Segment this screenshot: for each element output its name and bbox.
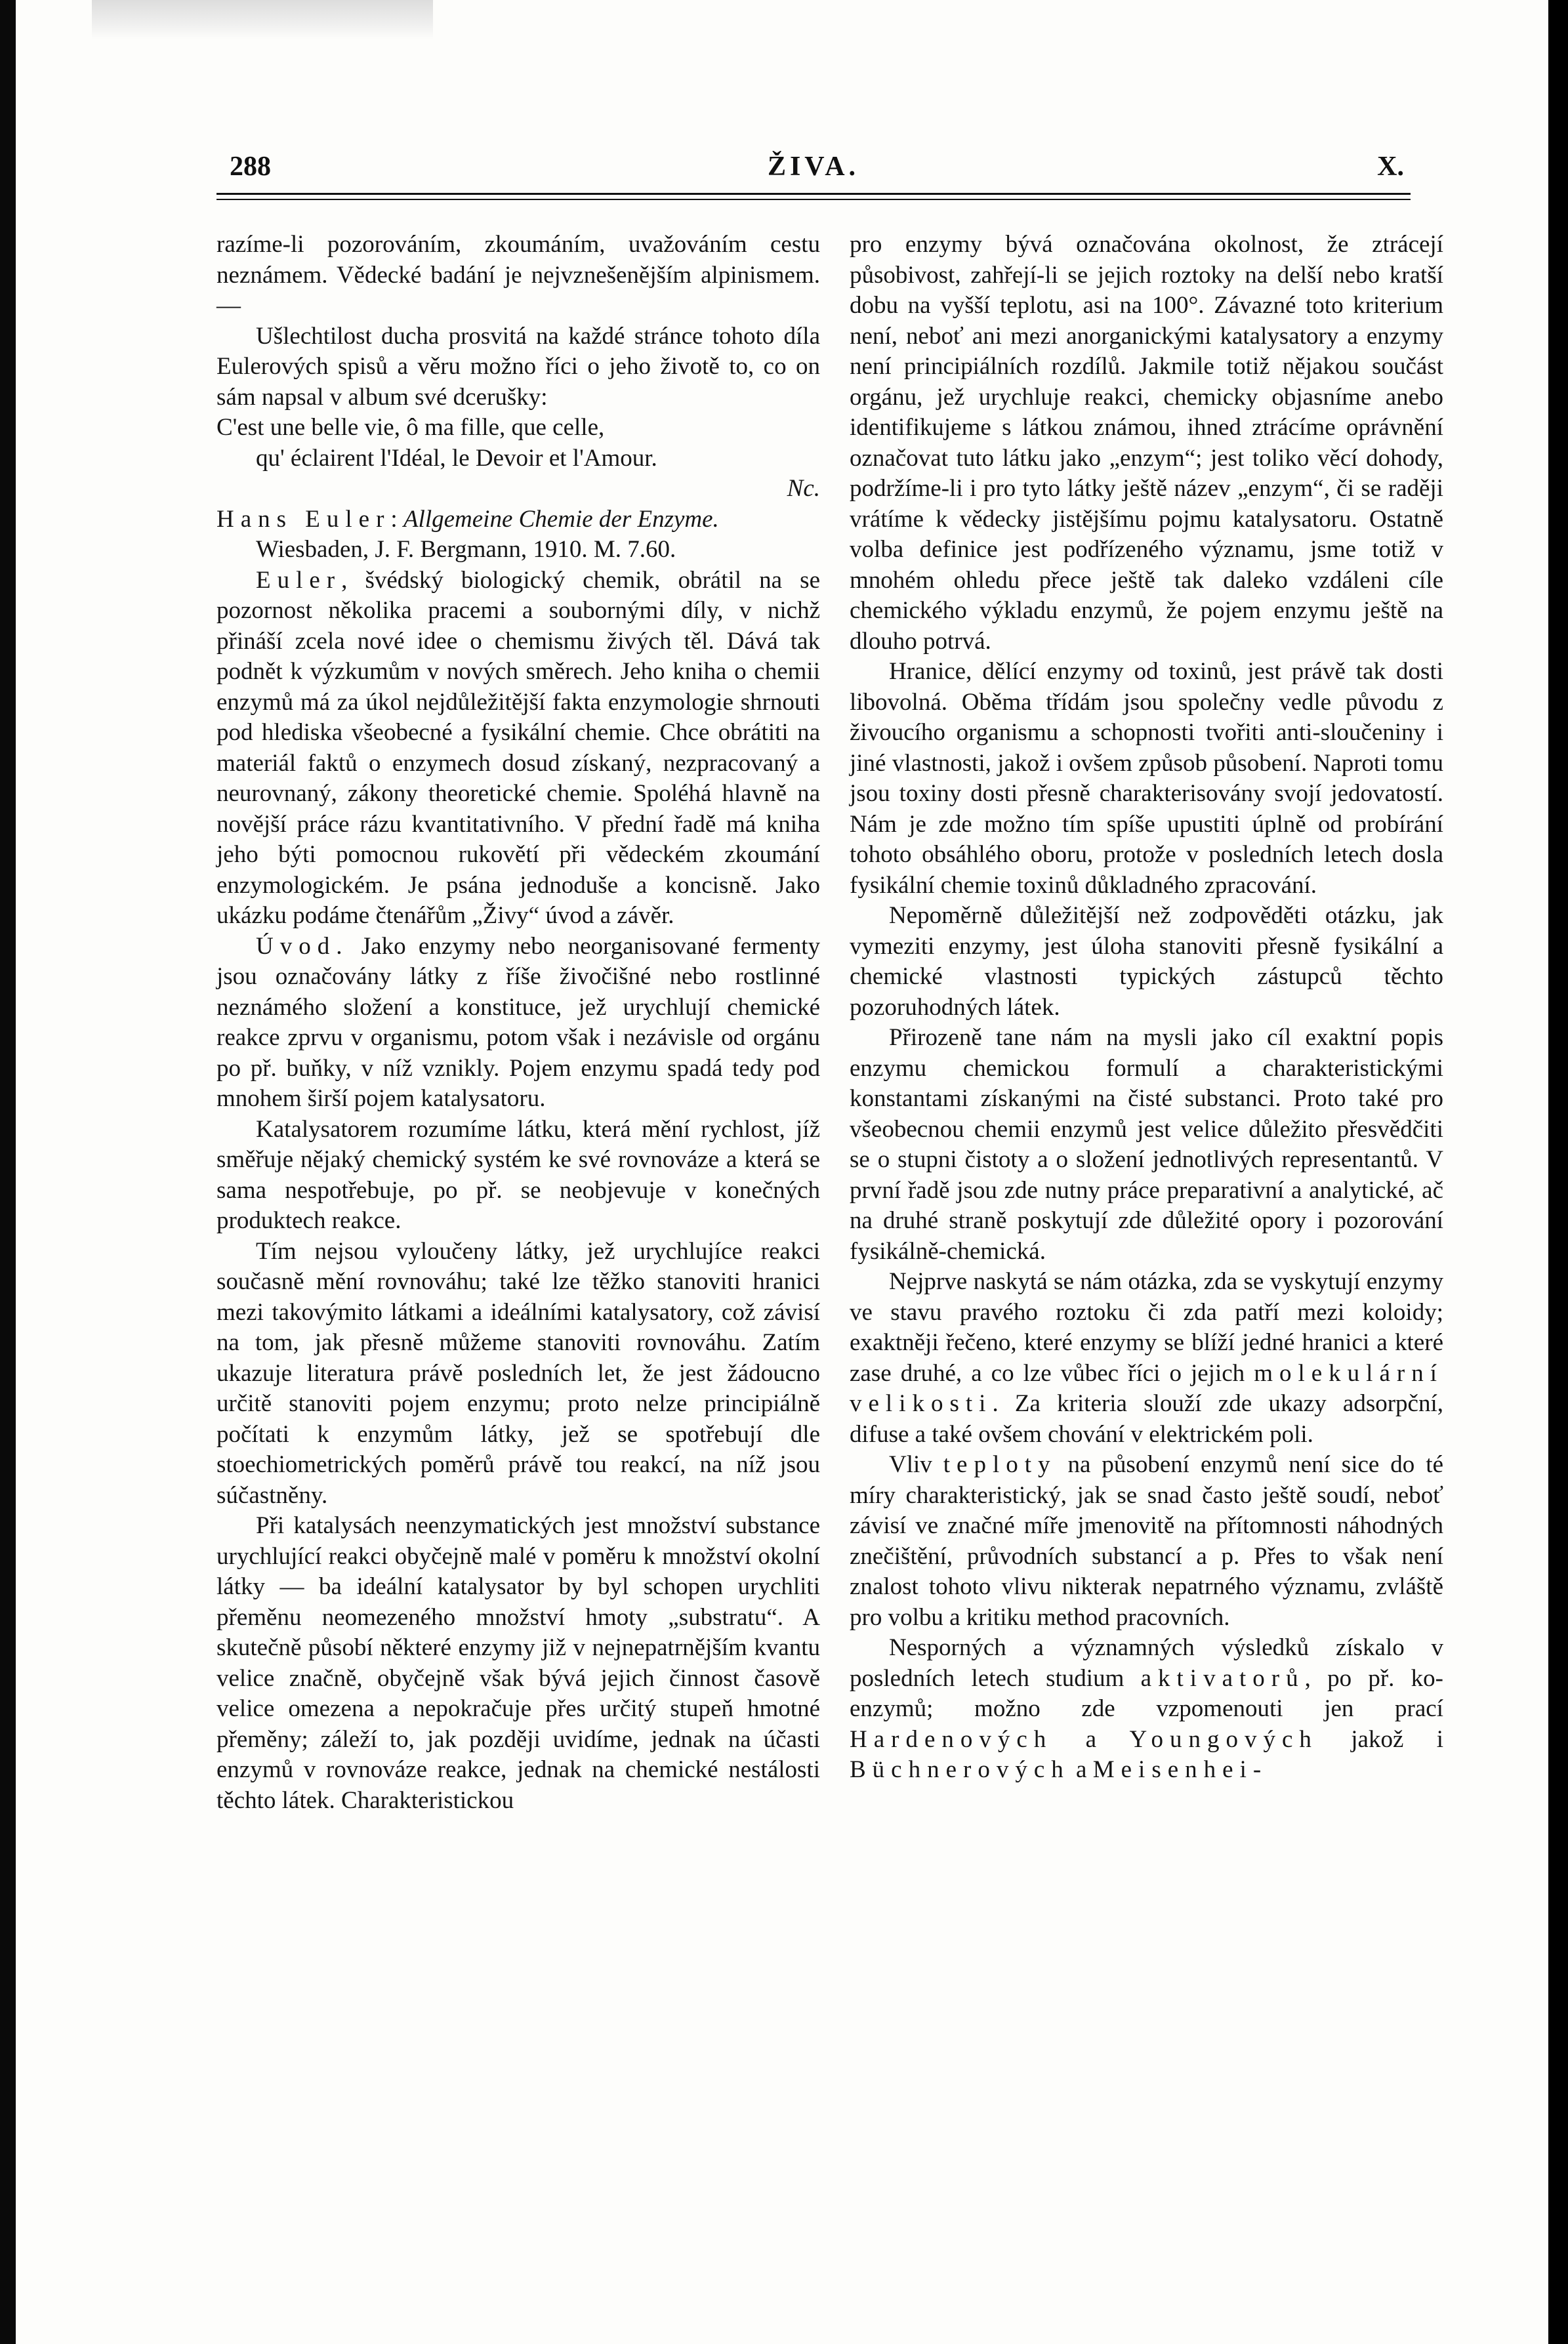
reference-title: Allgemeine Chemie der Enzyme. xyxy=(403,505,719,533)
emphasis: Meisenhei- xyxy=(1092,1756,1268,1783)
paragraph-text: Vliv xyxy=(889,1451,943,1478)
reference-author: Hans Euler xyxy=(217,505,391,533)
page xyxy=(13,0,1548,2344)
author-signature: Nc. xyxy=(787,475,820,502)
paragraph: Hranice, dělící enzymy od toxinů, jest právě tak dosti libovolná. Oběma třídám jsou společny vedle původu z živoucího organismu a schopnosti tvořiti anti-sloučeniny i jiné vlastnosti, jakož i ovšem způsob působení. Naproti tomu jsou toxiny dosti přesně charakterisovány svojí jedovatostí. Nám je zde možno tím spíše upustiti úplně od probírání tohoto obsáhlého oboru, protože v posledních letech dosla fysikální chemie toxinů důkladného zpracování. xyxy=(850,658,1443,899)
paragraph xyxy=(217,932,820,1115)
emphasis: Büchnerových xyxy=(850,1756,1070,1783)
journal-title: ŽIVA. xyxy=(767,152,860,182)
emphasis: aktivatorů xyxy=(1140,1664,1305,1692)
paragraph xyxy=(850,1633,1443,1786)
paragraph: Při katalysách neenzymatických jest množství substance urychlující reakci obyčejně malé v poměru k množství okolní látky — ba ideální katalysator by byl schopen urychliti přeměnu neomezeného množství hmoty „substratu“. A skutečně působí některé enzymy již v nejnepatrnějším kvantu velice značně, obyčejně však bývá jejich činnost časově velice omezena a nepokračuje přes určitý stupeň hmotné přeměny; záleží to, jak později uvidíme, jednak na účasti enzymů v rovnováze reakce, jednak na chemické nestálosti těchto látek. Charakteristickou xyxy=(217,1512,820,1814)
section-label: Úvod. xyxy=(256,932,349,960)
volume-number: X. xyxy=(1377,152,1404,182)
header-rule xyxy=(217,193,1411,195)
paragraph-text: na působení enzymů není sice do té míry charakteristický, jak se snad často ještě soudí, neboť závisí ve značné míře jmenovitě na přítomnosti náhodných znečištění, průvodních substancí a p. Přes to však není znalost tohoto vlivu nikterak nepatrného významu, zvláště pro volbu a kritiku method pracovních. xyxy=(850,1451,1443,1631)
emphasis: Hardenových xyxy=(850,1725,1053,1753)
paragraph xyxy=(850,1450,1443,1633)
header-rule-thin xyxy=(217,199,1411,200)
paragraph: pro enzymy bývá označována okolnost, že ztrácejí působivost, zahřejí-li se jejich roztoky na delší nebo kratší dobu na vyšší teplotu, asi na 100°. Závazné toto kriterium není, neboť ani mezi anorganickými katalysatory a enzymy není principiálních rozdílů. Jakmile totiž nějakou součást orgánu, jež urychluje reakci, chemicky objasníme anebo identifikujeme s látkou známou, ihned ztrácíme oprávnění označovat tuto látku jako „enzym“; jest toliko věcí dohody, podržíme-li i pro tyto látky ještě název „enzym“, či se raději vrátíme k vědecky jistějšímu pojmu katalysatoru. Ostatně volba definice jest podřízeného významu, jsme totiž v mnohém ohledu přece ještě tak daleko vzdáleni cíle chemického výkladu enzymů, že pojem enzymu ještě na dlouho potrvá. xyxy=(850,231,1443,655)
paragraph-text: Jako enzymy nebo neorganisované fermenty jsou označovány látky z říše živočišné nebo rostlinné neznámého složení a konstituce, jež urychlují chemické reakce zprvu v organismu, potom však i nezávisle od orgánu po př. buňky, v níž vznikly. Pojem enzymu spadá tedy pod mnohem širší pojem katalysatoru. xyxy=(217,932,820,1112)
running-header xyxy=(217,151,1411,192)
paragraph: Tím nejsou vyloučeny látky, jež urychlujíce reakci současně mění rovnováhu; také lze těžko stanoviti hranici mezi takovýmito látkami a ideálními katalysatory, což závisí na tom, jak přesně můžeme stanoviti rovnováhu. Zatím ukazuje literatura právě posledních let, že jest žádoucno určitě stanoviti pojem enzymu; proto nelze principiálně počítati k enzymům látky, jež se spotřebují dle stoechiometrických poměrů právě tou reakcí, na níž jsou súčastněny. xyxy=(217,1237,820,1509)
paragraph: Nepoměrně důležitější než zodpověděti otázku, jak vymeziti enzymy, jest úloha stanoviti přesně fysikální a chemické vlastnosti typických zástupců těchto pozoruhodných látek. xyxy=(850,902,1443,1021)
paragraph-text: a xyxy=(1052,1725,1130,1753)
paragraph xyxy=(850,1267,1443,1450)
paragraph: Přirozeně tane nám na mysli jako cíl exaktní popis enzymu chemickou formulí a charakteristickými konstantami získanými na čisté substanci. Proto také pro všeobecnou chemii enzymů jest velice důležito přesvědčiti se o stupni čistoty a o složení jednotlivých representantů. V první řadě jsou zde nutny práce preparativní a analytické, ač na druhé straně poskytují zde důležité opory i pozorování fysikálně-chemická. xyxy=(850,1024,1443,1265)
emphasis: molekulární velikosti xyxy=(850,1359,1443,1417)
paragraph: razíme-li pozorováním, zkoumáním, uvažováním cestu neznámem. Vědecké badání je nejvznešenějším alpinismem. — xyxy=(217,231,820,319)
verse-line: qu' éclairent l'Idéal, le Devoir et l'Amour. xyxy=(256,444,657,472)
paragraph-text: jakož i xyxy=(1317,1725,1443,1753)
scan-smudge xyxy=(92,0,433,39)
reference-colon: : xyxy=(390,505,398,533)
verse-line: C'est une belle vie, ô ma fille, que celle, xyxy=(217,414,605,441)
paragraph-text: . Za kriteria slouží zde ukazy adsorpční, difuse a také ovšem chování v elektrickém poli. xyxy=(850,1390,1443,1448)
reference-publisher: Wiesbaden, J. F. Bergmann, 1910. M. 7.60. xyxy=(256,536,676,563)
right-column xyxy=(850,230,1443,1786)
emphasis: Youngových xyxy=(1129,1725,1318,1753)
paragraph: Ušlechtilost ducha prosvitá na každé stránce tohoto díla Eulerových spisů a věru možno říci o jeho životě to, co on sám napsal v album své dcerušky: xyxy=(217,322,820,411)
book-reference xyxy=(217,504,820,535)
paragraph-text: , po př. ko-enzymů; možno zde vzpomenouti jen prací xyxy=(850,1664,1443,1722)
paragraph-text: , švédský biologický chemik, obrátil na se pozornost několika pracemi a soubornými díly, v nichž přináší zcela nové idee o chemismu živých těl. Dává tak podnět k výzkumům v nových směrech. Jeho kniha o chemii enzymů má za úkol nejdůležitější fakta enzymologie shrnouti pod hlediska všeobecné a fysikální chemie. Chce obrátiti na materiál faktů o enzymech dosud získaný, nezpracovaný a neurovnaný, zákony theoretické chemie. Spoléhá hlavně na novější práce rázu kvantitativního. V přední řadě má kniha jeho býti pomocnou rukovětí při vědeckém zkoumání enzymologickém. Je psána jednoduše a koncisně. Jako ukázku podáme čtenářům „Živy“ úvod a závěr. xyxy=(217,566,820,929)
paragraph-text: Nesporných a významných výsledků získalo v posledních letech studium xyxy=(850,1634,1443,1692)
scan-border xyxy=(0,0,16,2344)
paragraph-text: Nejprve naskytá se nám otázka, zda se vyskytují enzymy ve stavu pravého roztoku či zda patří mezi koloidy; exaktněji řečeno, které enzymy se blíží jedné hranici a které zase druhé, a co lze vůbec říci o jejich xyxy=(850,1268,1443,1387)
emphasis: teploty xyxy=(943,1451,1057,1478)
page-number: 288 xyxy=(230,152,271,182)
paragraph xyxy=(217,565,820,932)
author-name: Euler xyxy=(256,566,342,594)
paragraph: Katalysatorem rozumíme látku, která mění rychlost, jíž směřuje nějaký chemický systém ke své rovnováze a která se sama nespotřebuje, po př. se neobjevuje v konečných produktech reakce. xyxy=(217,1115,820,1234)
paragraph-text: a xyxy=(1069,1756,1093,1783)
left-column xyxy=(217,230,820,1816)
